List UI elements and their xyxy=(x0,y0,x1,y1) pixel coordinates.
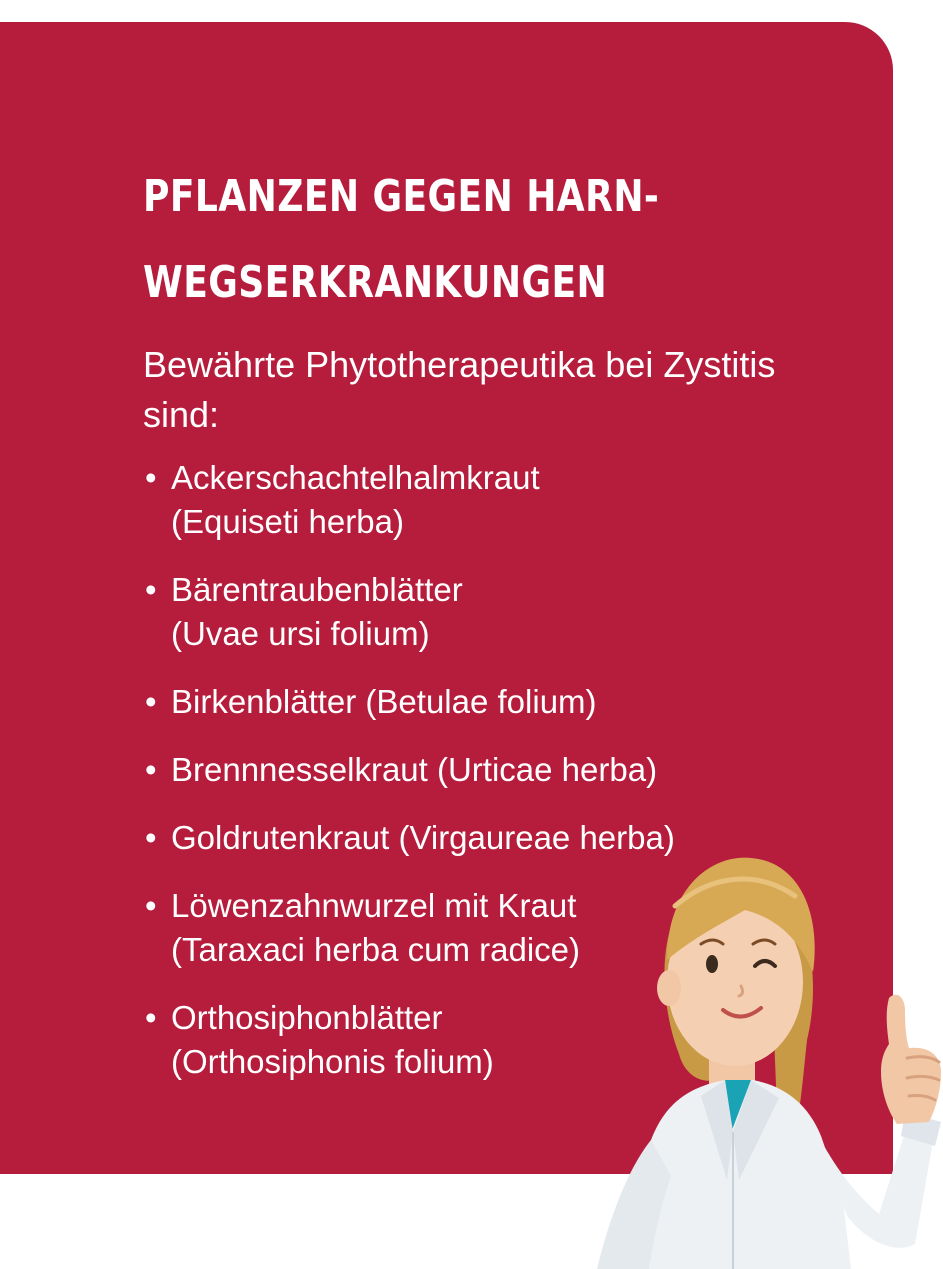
plant-name: Goldrutenkraut (Virgaureae herba) xyxy=(171,819,675,856)
plant-name: Löwenzahnwurzel mit Kraut xyxy=(171,887,577,924)
page-title xyxy=(143,154,668,326)
plant-latin: (Equiseti herba) xyxy=(171,503,404,540)
title-line-1: PFLANZEN GEGEN HARN- xyxy=(143,171,660,222)
plant-latin: (Uvae ursi folium) xyxy=(171,615,430,652)
list-item xyxy=(143,680,675,724)
title-line-2: WEGSERKRANKUNGEN xyxy=(143,257,608,308)
pharmacist-thumbs-up-icon xyxy=(575,840,943,1269)
plant-name: Orthosiphonblätter xyxy=(171,999,443,1036)
intro-text: Bewährte Phytotherapeutika bei Zystitis sind: xyxy=(143,344,776,435)
plant-latin: (Orthosiphonis folium) xyxy=(171,1043,494,1080)
list-item xyxy=(143,568,675,656)
plant-name: Birkenblätter (Betulae folium) xyxy=(171,683,597,720)
list-item xyxy=(143,456,675,544)
plant-name: Bärentraubenblätter xyxy=(171,571,463,608)
plant-latin: (Taraxaci herba cum radice) xyxy=(171,931,580,968)
list-item xyxy=(143,748,675,792)
plant-name: Ackerschachtelhalmkraut xyxy=(171,459,540,496)
plant-name: Brennnesselkraut (Urticae herba) xyxy=(171,751,658,788)
